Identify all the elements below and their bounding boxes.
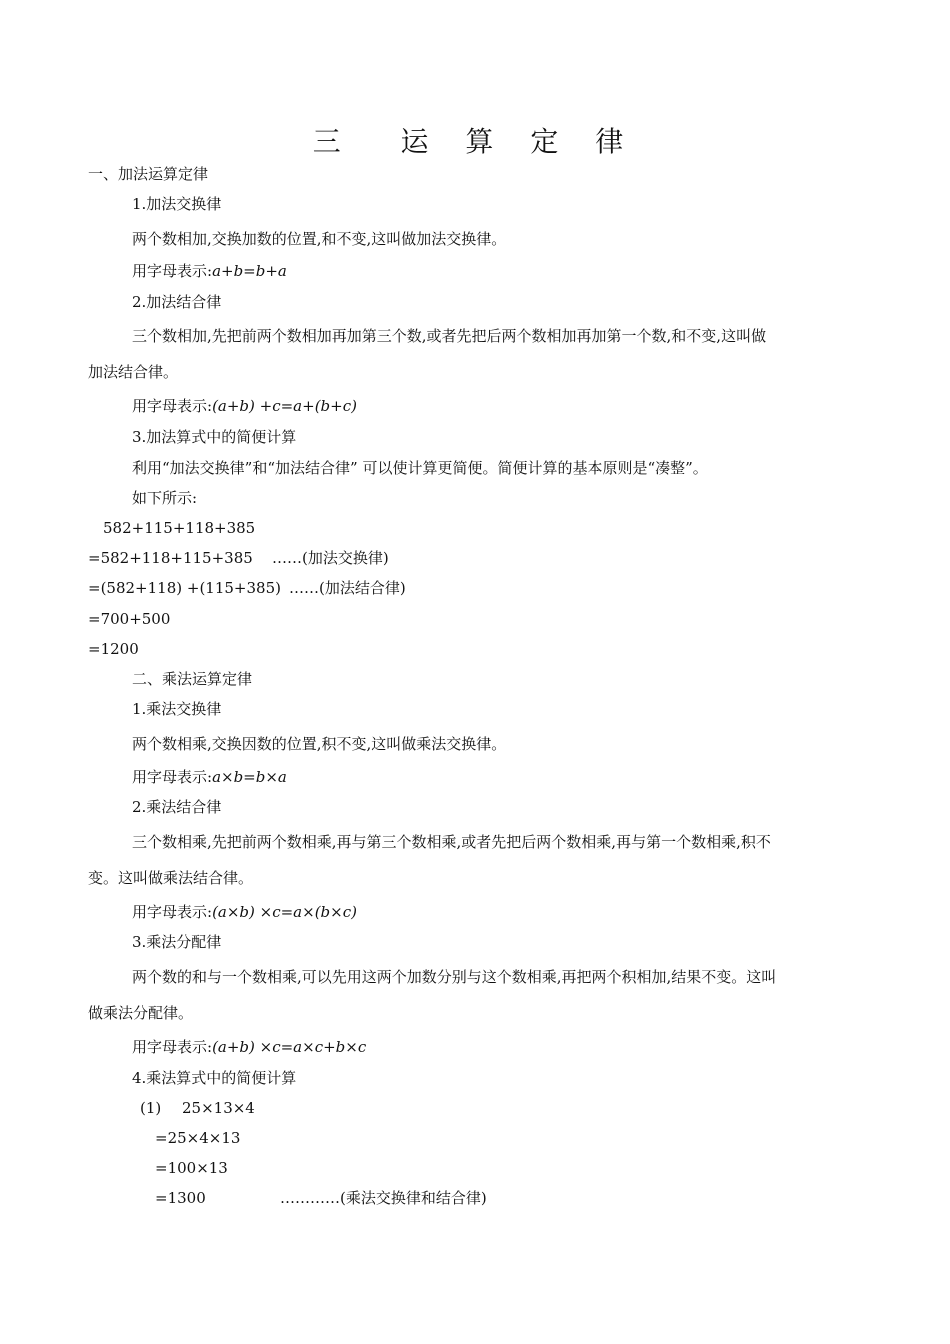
addition-calc-note: ……(加法结合律): [289, 579, 406, 597]
multiplication-calc-step: =25×4×13: [155, 1129, 241, 1147]
section-heading-addition: 一、加法运算定律: [88, 165, 209, 183]
addition-calc-step: =(582+118) +(115+385): [88, 579, 281, 597]
multiplication-commutative-formula-line: [132, 767, 287, 787]
multiplication-associative-title: 2.乘法结合律: [132, 798, 222, 816]
addition-commutative-formula-line: [132, 261, 287, 281]
addition-associative-formula-line: [132, 396, 357, 416]
multiplication-simplify-title: 4.乘法算式中的简便计算: [132, 1069, 297, 1087]
multiplication-associative-text-line1: 三个数相乘,先把前两个数相乘,再与第三个数相乘,或者先把后两个数相乘,再与第一个数相乘,积不: [132, 833, 771, 851]
addition-simplify-text: 利用“加法交换律”和“加法结合律” 可以使计算更简便。简便计算的基本原则是“凑整”。: [132, 459, 708, 477]
addition-calc-step: =582+118+115+385: [88, 549, 253, 567]
example-label: (1): [140, 1099, 162, 1117]
addition-commutative-title: 1.加法交换律: [132, 195, 222, 213]
multiplication-calc-note: …………(乘法交换律和结合律): [280, 1189, 487, 1207]
section-heading-multiplication: 二、乘法运算定律: [132, 670, 253, 688]
addition-example-intro: 如下所示:: [132, 489, 198, 507]
addition-calc-step: =1200: [88, 640, 139, 658]
formula: (a+b) +c=a+(b+c): [212, 397, 357, 415]
formula-label: 用字母表示:: [132, 262, 213, 280]
multiplication-distributive-text-line1: 两个数的和与一个数相乘,可以先用这两个加数分别与这个数相乘,再把两个积相加,结果不变。这叫: [132, 968, 777, 986]
multiplication-distributive-formula-line: [132, 1037, 366, 1057]
formula: a×b=b×a: [212, 768, 287, 786]
multiplication-calc-step: =100×13: [155, 1159, 228, 1177]
multiplication-commutative-title: 1.乘法交换律: [132, 700, 222, 718]
formula: (a+b) ×c=a×c+b×c: [212, 1038, 367, 1056]
multiplication-distributive-text-line2: 做乘法分配律。: [88, 1004, 194, 1022]
multiplication-calc-step: =1300: [155, 1189, 206, 1207]
addition-calc-step: =700+500: [88, 610, 171, 628]
addition-calc-step: 582+115+118+385: [103, 519, 256, 537]
formula: a+b=b+a: [212, 262, 287, 280]
addition-calc-note: ……(加法交换律): [272, 549, 389, 567]
formula-label: 用字母表示:: [132, 903, 213, 921]
multiplication-calc-step: 25×13×4: [182, 1099, 255, 1117]
addition-commutative-text: 两个数相加,交换加数的位置,和不变,这叫做加法交换律。: [132, 230, 507, 248]
page-title: 三 运 算 定 律: [312, 125, 638, 158]
multiplication-associative-formula-line: [132, 902, 357, 922]
formula-label: 用字母表示:: [132, 768, 213, 786]
addition-associative-text-line2: 加法结合律。: [88, 363, 179, 381]
formula-label: 用字母表示:: [132, 397, 213, 415]
addition-simplify-title: 3.加法算式中的简便计算: [132, 428, 297, 446]
multiplication-distributive-title: 3.乘法分配律: [132, 933, 222, 951]
multiplication-associative-text-line2: 变。这叫做乘法结合律。: [88, 869, 254, 887]
formula-label: 用字母表示:: [132, 1038, 213, 1056]
formula: (a×b) ×c=a×(b×c): [212, 903, 357, 921]
addition-associative-title: 2.加法结合律: [132, 293, 222, 311]
addition-associative-text-line1: 三个数相加,先把前两个数相加再加第三个数,或者先把后两个数相加再加第一个数,和不变,这叫做: [132, 327, 767, 345]
multiplication-commutative-text: 两个数相乘,交换因数的位置,积不变,这叫做乘法交换律。: [132, 735, 507, 753]
